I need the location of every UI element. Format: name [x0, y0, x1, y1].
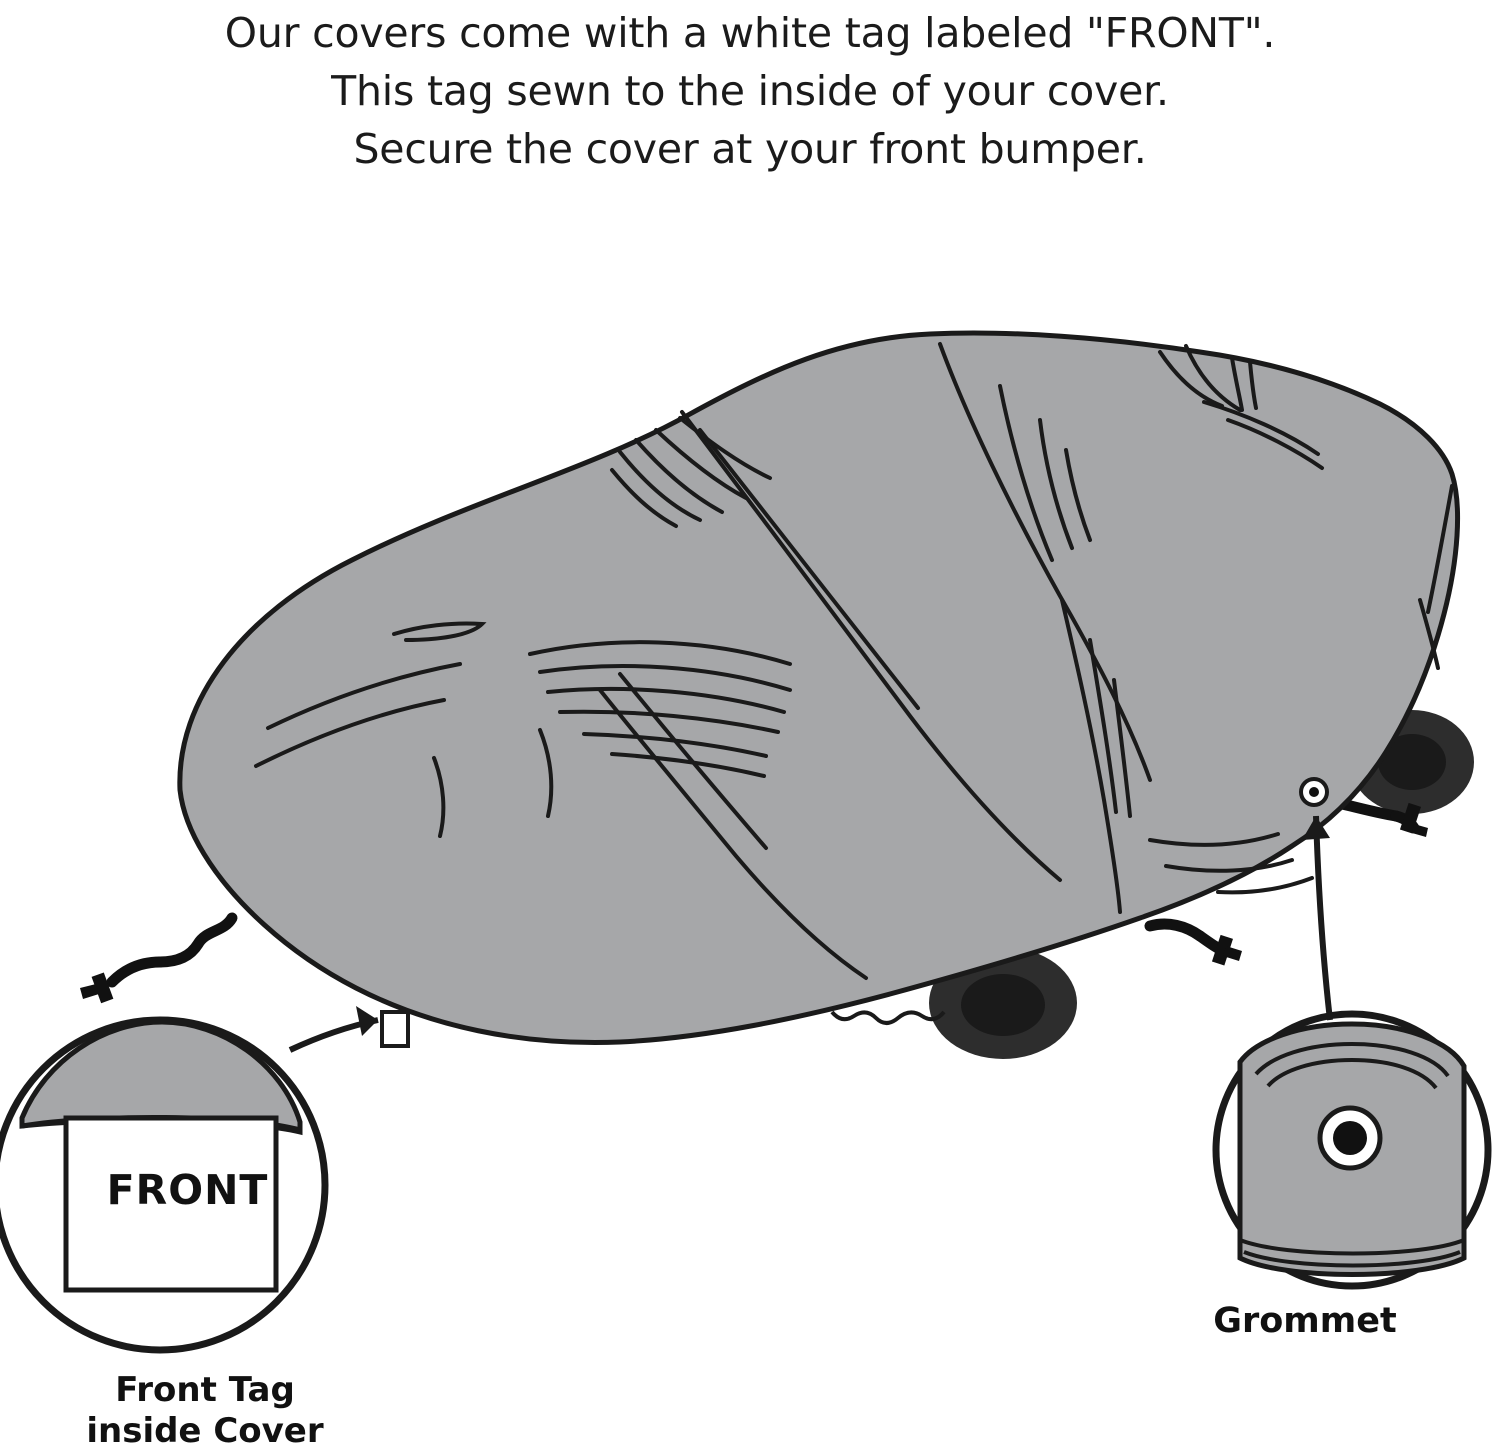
strap-front: [112, 918, 232, 982]
instructions-line-2: This tag sewn to the inside of your cover.: [331, 67, 1169, 116]
car-cover: [180, 333, 1458, 1043]
front-tag-caption-line-2: inside Cover: [86, 1411, 324, 1452]
leader-line-front-tag: [290, 1006, 408, 1050]
front-tag-caption-line-1: Front Tag: [115, 1370, 295, 1410]
hook-middle: [1212, 935, 1242, 966]
instructions-line-1: Our covers come with a white tag labeled "FRONT".: [224, 9, 1276, 57]
front-tag-text: FRONT: [106, 1166, 269, 1214]
instructions-line-3: Secure the cover at your front bumper.: [353, 125, 1147, 174]
strap-middle: [1150, 924, 1226, 952]
grommet-caption: Grommet: [1213, 1301, 1397, 1341]
front-tag-caption: [0, 1370, 410, 1453]
hook-front: [80, 972, 113, 1003]
callout-grommet: [1216, 1014, 1488, 1286]
